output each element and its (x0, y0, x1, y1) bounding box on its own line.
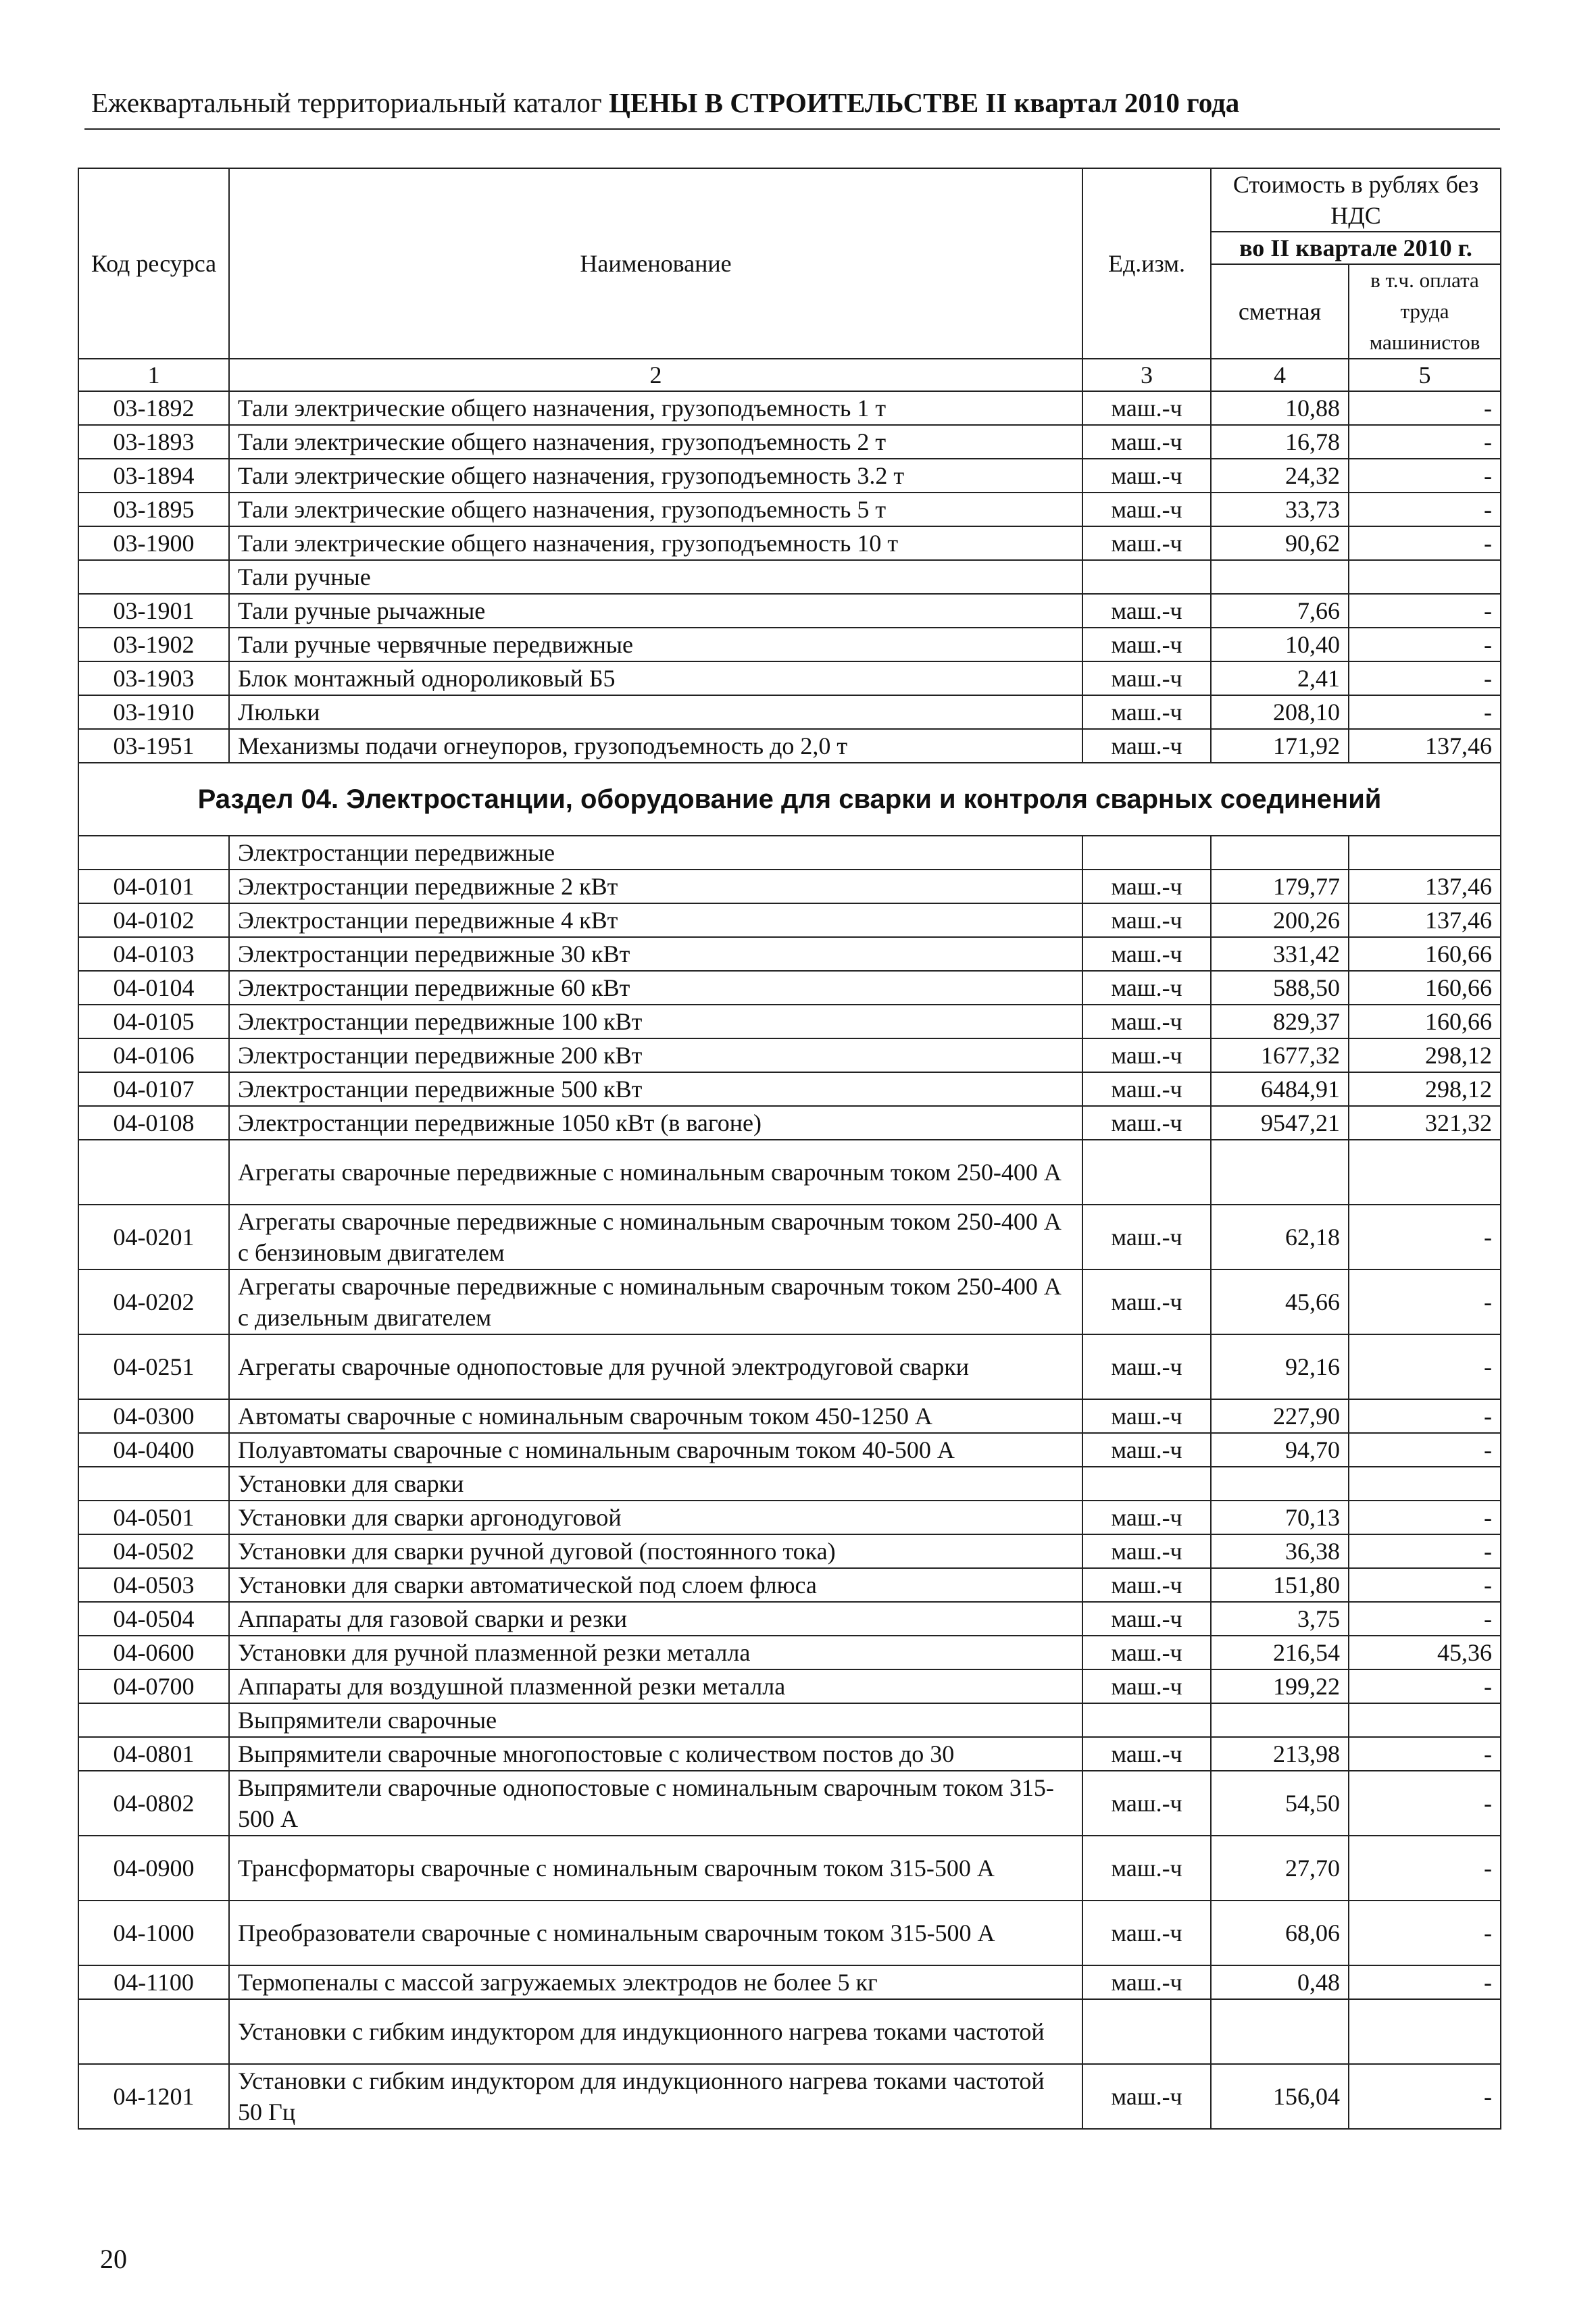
resource-name: Тали электрические общего назначения, грузоподъемность 10 т (229, 526, 1082, 560)
table-row (78, 1901, 1501, 1965)
estimate-cost: 9547,21 (1211, 1106, 1349, 1140)
table-row (78, 1005, 1501, 1038)
resource-name: Установки для сварки аргонодуговой (229, 1501, 1082, 1534)
unit-cell (1082, 1140, 1211, 1205)
estimate-cost: 54,50 (1211, 1771, 1349, 1836)
table-row (78, 628, 1501, 661)
page-header (91, 86, 1497, 119)
table-row (78, 1072, 1501, 1106)
estimate-cost: 2,41 (1211, 661, 1349, 695)
estimate-cost: 10,40 (1211, 628, 1349, 661)
labor-cost (1349, 560, 1501, 594)
table-row (78, 1737, 1501, 1771)
unit-cell: маш.-ч (1082, 594, 1211, 628)
unit-cell: маш.-ч (1082, 1737, 1211, 1771)
labor-cost: - (1349, 695, 1501, 729)
table-row (78, 836, 1501, 870)
header-labor: в т.ч. оплата труда машинистов (1349, 264, 1501, 359)
unit-cell: маш.-ч (1082, 1836, 1211, 1901)
labor-cost (1349, 1999, 1501, 2064)
estimate-cost: 199,22 (1211, 1669, 1349, 1703)
unit-cell: маш.-ч (1082, 1005, 1211, 1038)
resource-code: 03-1892 (78, 391, 229, 425)
estimate-cost: 94,70 (1211, 1433, 1349, 1467)
header-name: Наименование (229, 168, 1082, 359)
estimate-cost (1211, 1467, 1349, 1501)
labor-cost: - (1349, 2064, 1501, 2129)
column-number: 5 (1349, 359, 1501, 391)
estimate-cost: 208,10 (1211, 695, 1349, 729)
unit-cell: маш.-ч (1082, 1901, 1211, 1965)
resource-name: Установки для ручной плазменной резки металла (229, 1636, 1082, 1669)
estimate-cost: 45,66 (1211, 1269, 1349, 1334)
labor-cost: 137,46 (1349, 870, 1501, 903)
labor-cost: - (1349, 628, 1501, 661)
labor-cost: - (1349, 493, 1501, 526)
table-row (78, 1433, 1501, 1467)
labor-cost: - (1349, 526, 1501, 560)
resource-code: 04-0202 (78, 1269, 229, 1334)
unit-cell: маш.-ч (1082, 2064, 1211, 2129)
table-row (78, 1399, 1501, 1433)
estimate-cost: 68,06 (1211, 1901, 1349, 1965)
resource-code: 04-0300 (78, 1399, 229, 1433)
table-row (78, 391, 1501, 425)
resource-code: 03-1900 (78, 526, 229, 560)
estimate-cost: 216,54 (1211, 1636, 1349, 1669)
unit-cell: маш.-ч (1082, 1771, 1211, 1836)
estimate-cost: 33,73 (1211, 493, 1349, 526)
table-row (78, 526, 1501, 560)
unit-cell: маш.-ч (1082, 937, 1211, 971)
resource-code: 04-0501 (78, 1501, 229, 1534)
estimate-cost: 36,38 (1211, 1534, 1349, 1568)
resource-code: 03-1895 (78, 493, 229, 526)
labor-cost: 298,12 (1349, 1038, 1501, 1072)
table-body-section-03 (78, 391, 1501, 763)
table-row (78, 594, 1501, 628)
unit-cell: маш.-ч (1082, 1568, 1211, 1602)
estimate-cost: 151,80 (1211, 1568, 1349, 1602)
resource-code (78, 1999, 229, 2064)
resource-code: 03-1902 (78, 628, 229, 661)
resource-code: 04-0400 (78, 1433, 229, 1467)
unit-cell (1082, 836, 1211, 870)
resource-code (78, 836, 229, 870)
resource-name: Агрегаты сварочные однопостовые для ручной электродуговой сварки (229, 1334, 1082, 1399)
estimate-cost: 92,16 (1211, 1334, 1349, 1399)
unit-cell: маш.-ч (1082, 628, 1211, 661)
resource-name: Люльки (229, 695, 1082, 729)
estimate-cost: 10,88 (1211, 391, 1349, 425)
labor-cost: - (1349, 1501, 1501, 1534)
estimate-cost: 6484,91 (1211, 1072, 1349, 1106)
unit-cell: маш.-ч (1082, 870, 1211, 903)
estimate-cost: 213,98 (1211, 1737, 1349, 1771)
estimate-cost (1211, 1999, 1349, 2064)
labor-cost: - (1349, 1771, 1501, 1836)
unit-cell: маш.-ч (1082, 1072, 1211, 1106)
table-row (78, 661, 1501, 695)
resource-name: Тали электрические общего назначения, грузоподъемность 1 т (229, 391, 1082, 425)
unit-cell: маш.-ч (1082, 1205, 1211, 1269)
resource-name: Электростанции передвижные (229, 836, 1082, 870)
section-title: Раздел 04. Электростанции, оборудование для сварки и контроля сварных соединений (78, 763, 1501, 836)
resource-name: Тали электрические общего назначения, грузоподъемность 2 т (229, 425, 1082, 459)
unit-cell: маш.-ч (1082, 1038, 1211, 1072)
column-number: 1 (78, 359, 229, 391)
header-unit: Ед.изм. (1082, 168, 1211, 359)
table-row (78, 1106, 1501, 1140)
catalog-title: ЦЕНЫ В СТРОИТЕЛЬСТВЕ II квартал 2010 года (608, 87, 1240, 118)
labor-cost: - (1349, 661, 1501, 695)
estimate-cost: 3,75 (1211, 1602, 1349, 1636)
unit-cell: маш.-ч (1082, 1433, 1211, 1467)
estimate-cost: 62,18 (1211, 1205, 1349, 1269)
resource-name: Преобразователи сварочные с номинальным сварочным током 315-500 А (229, 1901, 1082, 1965)
unit-cell: маш.-ч (1082, 1636, 1211, 1669)
resource-code: 03-1894 (78, 459, 229, 493)
resource-code: 04-0502 (78, 1534, 229, 1568)
resource-name: Агрегаты сварочные передвижные с номинальным сварочным током 250-400 А с дизельным двигателем (229, 1269, 1082, 1334)
labor-cost: - (1349, 459, 1501, 493)
labor-cost: 160,66 (1349, 1005, 1501, 1038)
estimate-cost (1211, 1140, 1349, 1205)
resource-name: Тали ручные (229, 560, 1082, 594)
resource-name: Электростанции передвижные 60 кВт (229, 971, 1082, 1005)
resource-code: 04-0201 (78, 1205, 229, 1269)
resource-code: 04-0600 (78, 1636, 229, 1669)
header-cost-period: во II квартале 2010 г. (1211, 232, 1501, 264)
unit-cell (1082, 1999, 1211, 2064)
resource-code: 03-1903 (78, 661, 229, 695)
table-row (78, 971, 1501, 1005)
unit-cell: маш.-ч (1082, 1334, 1211, 1399)
table-row (78, 1205, 1501, 1269)
resource-name: Установки с гибким индуктором для индукционного нагрева токами частотой (229, 1999, 1082, 2064)
labor-cost: - (1349, 1399, 1501, 1433)
table-row (78, 695, 1501, 729)
table-row (78, 560, 1501, 594)
labor-cost: - (1349, 1534, 1501, 1568)
table-row (78, 1636, 1501, 1669)
unit-cell: маш.-ч (1082, 1269, 1211, 1334)
unit-cell: маш.-ч (1082, 661, 1211, 695)
estimate-cost: 200,26 (1211, 903, 1349, 937)
table-row (78, 1534, 1501, 1568)
table-row (78, 1568, 1501, 1602)
resource-code: 04-1100 (78, 1965, 229, 1999)
resource-name: Блок монтажный однороликовый Б5 (229, 661, 1082, 695)
resource-name: Агрегаты сварочные передвижные с номинальным сварочным током 250-400 А (229, 1140, 1082, 1205)
labor-cost (1349, 836, 1501, 870)
unit-cell: маш.-ч (1082, 971, 1211, 1005)
estimate-cost: 70,13 (1211, 1501, 1349, 1534)
table-row (78, 1771, 1501, 1836)
resource-name: Выпрямители сварочные однопостовые с номинальным сварочным током 315-500 А (229, 1771, 1082, 1836)
labor-cost: - (1349, 594, 1501, 628)
labor-cost: 321,32 (1349, 1106, 1501, 1140)
unit-cell (1082, 1703, 1211, 1737)
table-row (78, 937, 1501, 971)
labor-cost: - (1349, 1334, 1501, 1399)
resource-name: Выпрямители сварочные (229, 1703, 1082, 1737)
estimate-cost: 227,90 (1211, 1399, 1349, 1433)
resource-code: 04-0106 (78, 1038, 229, 1072)
unit-cell: маш.-ч (1082, 526, 1211, 560)
resource-code: 04-0801 (78, 1737, 229, 1771)
labor-cost: 45,36 (1349, 1636, 1501, 1669)
table-row (78, 493, 1501, 526)
estimate-cost (1211, 1703, 1349, 1737)
labor-cost: 298,12 (1349, 1072, 1501, 1106)
resource-code: 04-0107 (78, 1072, 229, 1106)
table-row (78, 1669, 1501, 1703)
resource-code: 04-0101 (78, 870, 229, 903)
resource-code: 04-1000 (78, 1901, 229, 1965)
table-row (78, 1965, 1501, 1999)
resource-name: Механизмы подачи огнеупоров, грузоподъемность до 2,0 т (229, 729, 1082, 763)
estimate-cost: 156,04 (1211, 2064, 1349, 2129)
table-row (78, 1999, 1501, 2064)
unit-cell: маш.-ч (1082, 729, 1211, 763)
resource-name: Термопеналы с массой загружаемых электродов не более 5 кг (229, 1965, 1082, 1999)
labor-cost: 160,66 (1349, 971, 1501, 1005)
resource-name: Тали ручные червячные передвижные (229, 628, 1082, 661)
unit-cell: маш.-ч (1082, 1501, 1211, 1534)
labor-cost: 160,66 (1349, 937, 1501, 971)
labor-cost: - (1349, 1737, 1501, 1771)
price-table (78, 168, 1501, 2130)
labor-cost: - (1349, 1901, 1501, 1965)
estimate-cost: 27,70 (1211, 1836, 1349, 1901)
unit-cell: маш.-ч (1082, 459, 1211, 493)
resource-code: 04-0102 (78, 903, 229, 937)
labor-cost: 137,46 (1349, 903, 1501, 937)
table-row (78, 1602, 1501, 1636)
header-code: Код ресурса (78, 168, 229, 359)
estimate-cost: 24,32 (1211, 459, 1349, 493)
labor-cost (1349, 1467, 1501, 1501)
resource-name: Аппараты для газовой сварки и резки (229, 1602, 1082, 1636)
unit-cell: маш.-ч (1082, 1602, 1211, 1636)
resource-name: Тали ручные рычажные (229, 594, 1082, 628)
labor-cost (1349, 1140, 1501, 1205)
resource-code: 03-1951 (78, 729, 229, 763)
resource-code: 04-0900 (78, 1836, 229, 1901)
resource-name: Полуавтоматы сварочные с номинальным сварочным током 40-500 А (229, 1433, 1082, 1467)
estimate-cost (1211, 560, 1349, 594)
labor-cost: - (1349, 1965, 1501, 1999)
table-row (78, 903, 1501, 937)
table-row (78, 1501, 1501, 1534)
unit-cell: маш.-ч (1082, 1965, 1211, 1999)
resource-name: Трансформаторы сварочные с номинальным сварочным током 315-500 А (229, 1836, 1082, 1901)
estimate-cost: 829,37 (1211, 1005, 1349, 1038)
labor-cost: - (1349, 1205, 1501, 1269)
table-row (78, 1703, 1501, 1737)
resource-code: 04-0802 (78, 1771, 229, 1836)
resource-code: 04-0104 (78, 971, 229, 1005)
resource-name: Установки для сварки ручной дуговой (постоянного тока) (229, 1534, 1082, 1568)
resource-code: 04-0700 (78, 1669, 229, 1703)
resource-name: Электростанции передвижные 1050 кВт (в вагоне) (229, 1106, 1082, 1140)
resource-name: Агрегаты сварочные передвижные с номинальным сварочным током 250-400 А с бензиновым двигателем (229, 1205, 1082, 1269)
unit-cell: маш.-ч (1082, 1669, 1211, 1703)
unit-cell (1082, 1467, 1211, 1501)
resource-code (78, 1140, 229, 1205)
resource-name: Установки для сварки автоматической под слоем флюса (229, 1568, 1082, 1602)
estimate-cost: 16,78 (1211, 425, 1349, 459)
estimate-cost: 7,66 (1211, 594, 1349, 628)
labor-cost: - (1349, 1602, 1501, 1636)
resource-name: Автоматы сварочные с номинальным сварочным током 450-1250 А (229, 1399, 1082, 1433)
resource-name: Выпрямители сварочные многопостовые с количеством постов до 30 (229, 1737, 1082, 1771)
unit-cell: маш.-ч (1082, 1106, 1211, 1140)
labor-cost: 137,46 (1349, 729, 1501, 763)
resource-code: 04-0108 (78, 1106, 229, 1140)
column-number: 4 (1211, 359, 1349, 391)
catalog-prefix: Ежеквартальный территориальный каталог (91, 87, 602, 118)
table-row (78, 1836, 1501, 1901)
estimate-cost: 90,62 (1211, 526, 1349, 560)
table-row (78, 870, 1501, 903)
resource-code (78, 1703, 229, 1737)
estimate-cost: 0,48 (1211, 1965, 1349, 1999)
resource-code: 04-0103 (78, 937, 229, 971)
unit-cell: маш.-ч (1082, 1534, 1211, 1568)
resource-code: 03-1901 (78, 594, 229, 628)
column-number: 2 (229, 359, 1082, 391)
resource-name: Тали электрические общего назначения, грузоподъемность 5 т (229, 493, 1082, 526)
labor-cost: - (1349, 1433, 1501, 1467)
resource-code: 03-1893 (78, 425, 229, 459)
resource-code (78, 1467, 229, 1501)
resource-code: 04-1201 (78, 2064, 229, 2129)
header-cost: Стоимость в рублях без НДС (1211, 168, 1501, 232)
labor-cost: - (1349, 425, 1501, 459)
resource-code: 04-0504 (78, 1602, 229, 1636)
table-row (78, 2064, 1501, 2129)
unit-cell: маш.-ч (1082, 903, 1211, 937)
table-row (78, 1140, 1501, 1205)
page-number: 20 (100, 2244, 127, 2274)
resource-code: 04-0105 (78, 1005, 229, 1038)
header-rule (84, 128, 1500, 130)
resource-name: Электростанции передвижные 100 кВт (229, 1005, 1082, 1038)
unit-cell: маш.-ч (1082, 391, 1211, 425)
labor-cost (1349, 1703, 1501, 1737)
resource-name: Установки для сварки (229, 1467, 1082, 1501)
estimate-cost: 171,92 (1211, 729, 1349, 763)
resource-name: Установки с гибким индуктором для индукционного нагрева токами частотой 50 Гц (229, 2064, 1082, 2129)
table-row (78, 1038, 1501, 1072)
resource-name: Электростанции передвижные 200 кВт (229, 1038, 1082, 1072)
resource-name: Аппараты для воздушной плазменной резки металла (229, 1669, 1082, 1703)
table-row (78, 1269, 1501, 1334)
resource-name: Тали электрические общего назначения, грузоподъемность 3.2 т (229, 459, 1082, 493)
resource-code: 03-1910 (78, 695, 229, 729)
labor-cost: - (1349, 1568, 1501, 1602)
table-row (78, 729, 1501, 763)
resource-name: Электростанции передвижные 500 кВт (229, 1072, 1082, 1106)
estimate-cost: 1677,32 (1211, 1038, 1349, 1072)
header-estimate: сметная (1211, 264, 1349, 359)
table-row (78, 459, 1501, 493)
table-row (78, 1334, 1501, 1399)
table-row (78, 1467, 1501, 1501)
resource-name: Электростанции передвижные 30 кВт (229, 937, 1082, 971)
unit-cell: маш.-ч (1082, 695, 1211, 729)
labor-cost: - (1349, 391, 1501, 425)
unit-cell (1082, 560, 1211, 594)
labor-cost: - (1349, 1669, 1501, 1703)
unit-cell: маш.-ч (1082, 493, 1211, 526)
resource-name: Электростанции передвижные 2 кВт (229, 870, 1082, 903)
unit-cell: маш.-ч (1082, 425, 1211, 459)
section-heading-group (78, 763, 1501, 836)
estimate-cost: 331,42 (1211, 937, 1349, 971)
table-row (78, 425, 1501, 459)
resource-code: 04-0251 (78, 1334, 229, 1399)
resource-name: Электростанции передвижные 4 кВт (229, 903, 1082, 937)
labor-cost: - (1349, 1836, 1501, 1901)
labor-cost: - (1349, 1269, 1501, 1334)
unit-cell: маш.-ч (1082, 1399, 1211, 1433)
table-body-section-04 (78, 836, 1501, 2129)
estimate-cost (1211, 836, 1349, 870)
estimate-cost: 179,77 (1211, 870, 1349, 903)
estimate-cost: 588,50 (1211, 971, 1349, 1005)
column-number: 3 (1082, 359, 1211, 391)
resource-code: 04-0503 (78, 1568, 229, 1602)
resource-code (78, 560, 229, 594)
